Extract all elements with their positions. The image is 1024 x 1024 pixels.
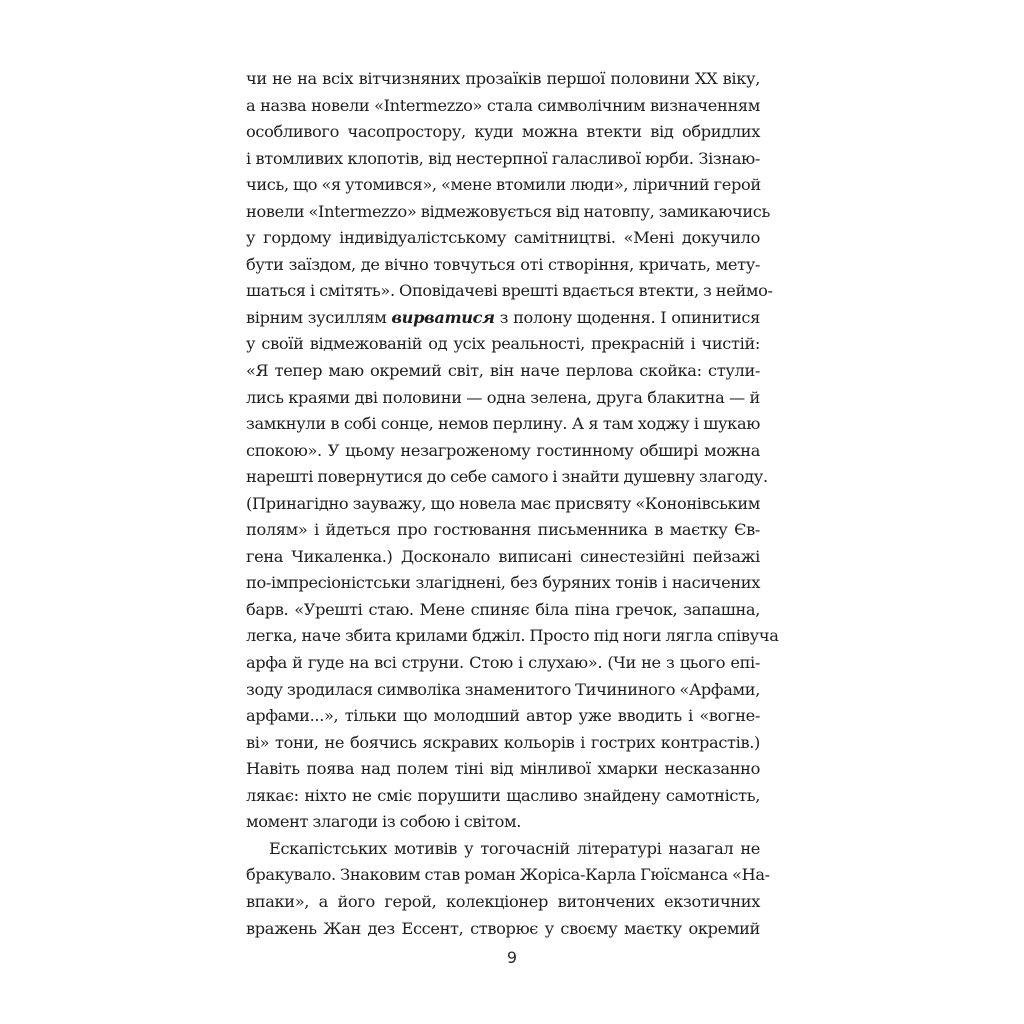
text-line: барв. «Урешті стаю. Мене спиняє біла піна гречок, запашна, (246, 599, 760, 619)
text-segment: вірним зусиллям (246, 307, 392, 327)
text-line: легка, наче збита крилами бджіл. Просто під ноги лягла співуча (246, 626, 779, 646)
text-line: ві» тони, не боячись яскравих кольорів і гострих контрастів.) (246, 732, 760, 752)
text-line: гена Чикаленка.) Досконало виписані синестезійні пейзажі (246, 546, 760, 566)
text-line: і втомливих клопотів, від нестерпної галасливої юрби. Зізнаю- (246, 148, 760, 168)
text-line: вражень Жан дез Ессент, створює у своєму маєтку окремий (246, 918, 760, 938)
text-line: арфа й гуде на всі струни. Стою і слухаю». (Чи не з цього епі- (246, 653, 760, 673)
text-line: особливого часопростору, куди можна втекти від обридлих (246, 122, 760, 142)
text-line: по-імпресіоністськи злагіднені, без буряних тонів і насичених (246, 573, 760, 593)
text-line-with-emphasis (246, 305, 760, 332)
text-line: зоду зродилася символіка знаменитого Тичининого «Арфами, (246, 679, 760, 699)
text-line: чись, що «я утомився», «мене втомили люди», ліричний герой (246, 175, 761, 195)
page-number: 9 (506, 948, 518, 967)
text-line: лись краями дві половини — одна зелена, друга блакитна — й (246, 387, 760, 407)
text-line: «Я тепер маю окремий світ, він наче перлова скойка: стули- (246, 361, 760, 381)
text-line: чи не на всіх вітчизняних прозаїків першої половини XX віку, (246, 69, 760, 88)
text-line: у гордому індивідуалістському самітництві. «Мені докучило (246, 228, 760, 248)
text-line: нарешті повернутися до себе самого і знайти душевну злагоду. (246, 467, 768, 487)
text-line: замкнули в собі сонце, немов перлину. А я там ходжу і шукаю (246, 414, 760, 434)
text-line: арфами...», тільки що молодший автор уже вводить і «вогне- (246, 706, 760, 726)
text-line: у своїй відмежованій од усіх реальності, прекрасній і чистій: (246, 334, 760, 354)
text-line: впаки», а його герой, колекціонер витончених екзотичних (246, 891, 760, 911)
text-line: (Принагідно зауважу, що новела має присвяту «Кононівським (246, 493, 760, 513)
text-line: новели «Intermezzo» відмежовується від натовпу, замикаючись (246, 201, 770, 221)
body-text (246, 66, 779, 942)
text-line: бракувало. Знаковим став роман Жоріса-Карла Гюїсманса «На- (246, 865, 770, 885)
text-line: спокою». У цьому незагроженому гостинному обширі можна (246, 440, 760, 460)
text-line: Ескапістських мотивів у тогочасній літературі назагал не (269, 838, 760, 858)
text-line: шаться і смітять». Оповідачеві врешті вдається втекти, з неймо- (246, 281, 773, 301)
text-line: полям» і йдеться про гостювання письменника в маєтку Єв- (246, 520, 760, 540)
text-line: бути заїздом, де вічно товчуться оті створіння, кричать, мету- (246, 254, 760, 274)
emphasized-word: вирватися (391, 307, 495, 327)
text-line: момент злагоди із собою і світом. (246, 812, 522, 832)
text-line: Навіть поява над полем тіні від мінливої хмарки несказанно (246, 759, 760, 779)
text-line: а назва новели «Intermezzo» стала символічним визначенням (246, 95, 760, 115)
text-segment: з полону щодення. І опинитися (494, 307, 760, 327)
text-line: лякає: ніхто не сміє порушити щасливо знайдену самотність, (246, 785, 760, 805)
